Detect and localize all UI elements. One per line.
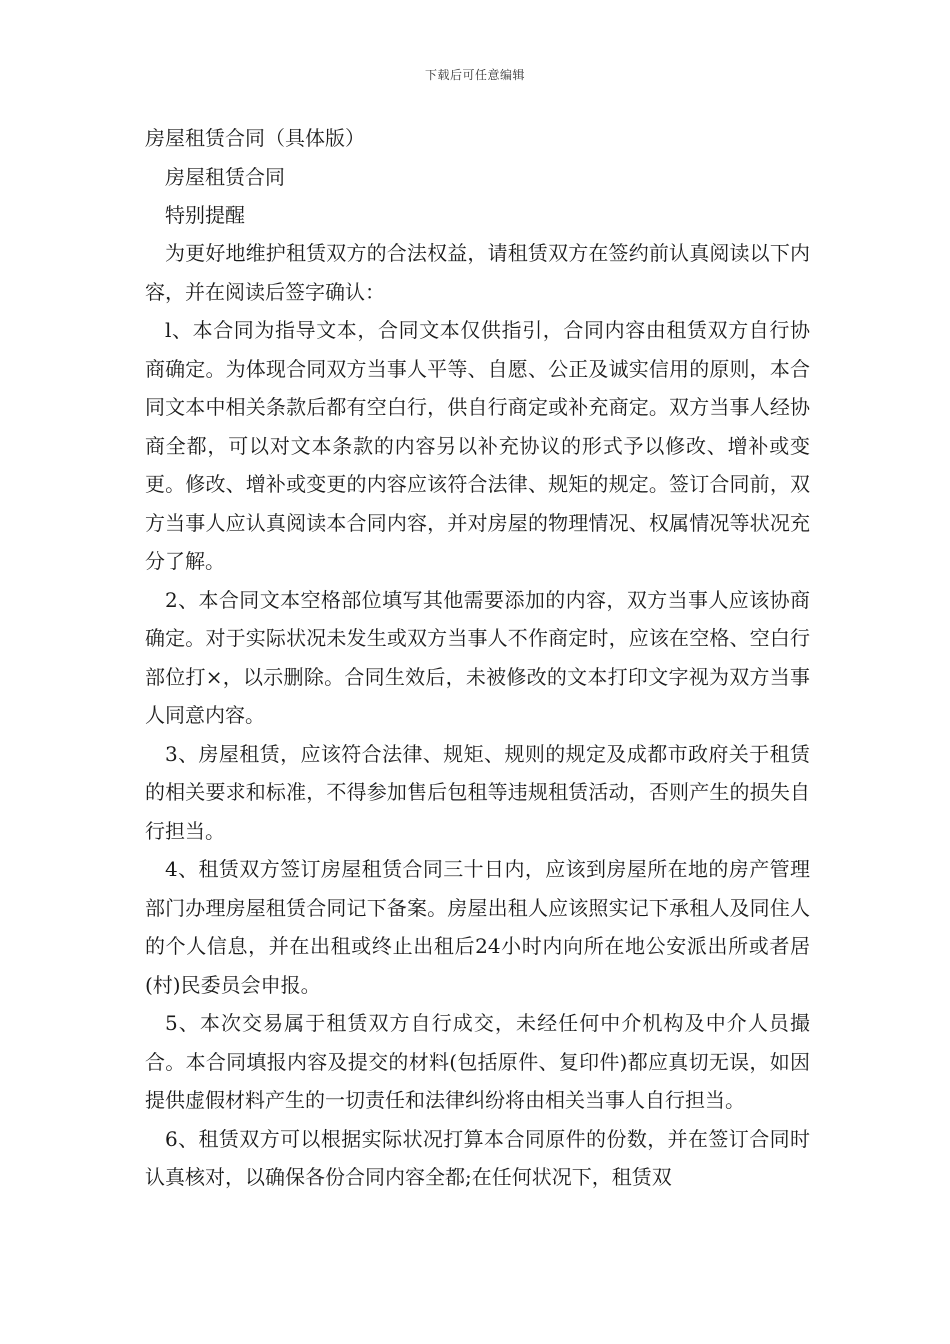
reminder-heading: 特别提醒 xyxy=(165,203,245,227)
page-header-note: 下载后可任意编辑 xyxy=(424,68,525,82)
clause-paragraph-6: 6、租赁双方可以根据实际状况打算本合同原件的份数，并在签订合同时认真核对，以确保各份合同内容全都;在任何状况下，租赁双 xyxy=(145,1126,810,1189)
clause-paragraph-2: 2、本合同文本空格部位填写其他需要添加的内容，双方当事人应该协商确定。对于实际状况未发生或双方当事人不作商定时，应该在空格、空白行部位打×，以示删除。合同生效后，未被修改的文本打印文字视为双方当事人同意内容。 xyxy=(145,587,810,727)
document-subtitle: 房屋租赁合同 xyxy=(165,165,285,189)
clause-paragraph-5: 5、本次交易属于租赁双方自行成交，未经任何中介机构及中介人员撮合。本合同填报内容及提交的材料(包括原件、复印件)都应真切无误，如因提供虚假材料产生的一切责任和法律纠纷将由相关当事人自行担当。 xyxy=(145,1011,810,1112)
clause-paragraph-4: 4、租赁双方签订房屋租赁合同三十日内，应该到房屋所在地的房产管理部门办理房屋租赁合同记下备案。房屋出租人应该照实记下承租人及同住人的个人信息，并在出租或终止出租后24小时内向所在地公安派出所或者居(村)民委员会申报。 xyxy=(145,857,810,997)
clause-paragraph-3: 3、房屋租赁，应该符合法律、规矩、规则的规定及成都市政府关于租赁的相关要求和标准，不得参加售后包租等违规租赁活动，否则产生的损失自行担当。 xyxy=(145,741,810,843)
intro-paragraph: 为更好地维护租赁双方的合法权益，请租赁双方在签约前认真阅读以下内容，并在阅读后签字确认： xyxy=(145,241,810,304)
document-body xyxy=(145,118,810,1197)
clause-paragraph-1: l、本合同为指导文本，合同文本仅供指引，合同内容由租赁双方自行协商确定。为体现合同双方当事人平等、自愿、公正及诚实信用的原则，本合同文本中相关条款后都有空白行，供自行商定或补充商定。双方当事人经协商全都，可以对文本条款的内容另以补充协议的形式予以修改、增补或变更。修改、增补或变更的内容应该符合法律、规矩的规定。签订合同前，双方当事人应认真阅读本合同内容，并对房屋的物理情况、权属情况等状况充分了解。 xyxy=(145,318,810,573)
document-title: 房屋租赁合同（具体版） xyxy=(145,126,365,150)
